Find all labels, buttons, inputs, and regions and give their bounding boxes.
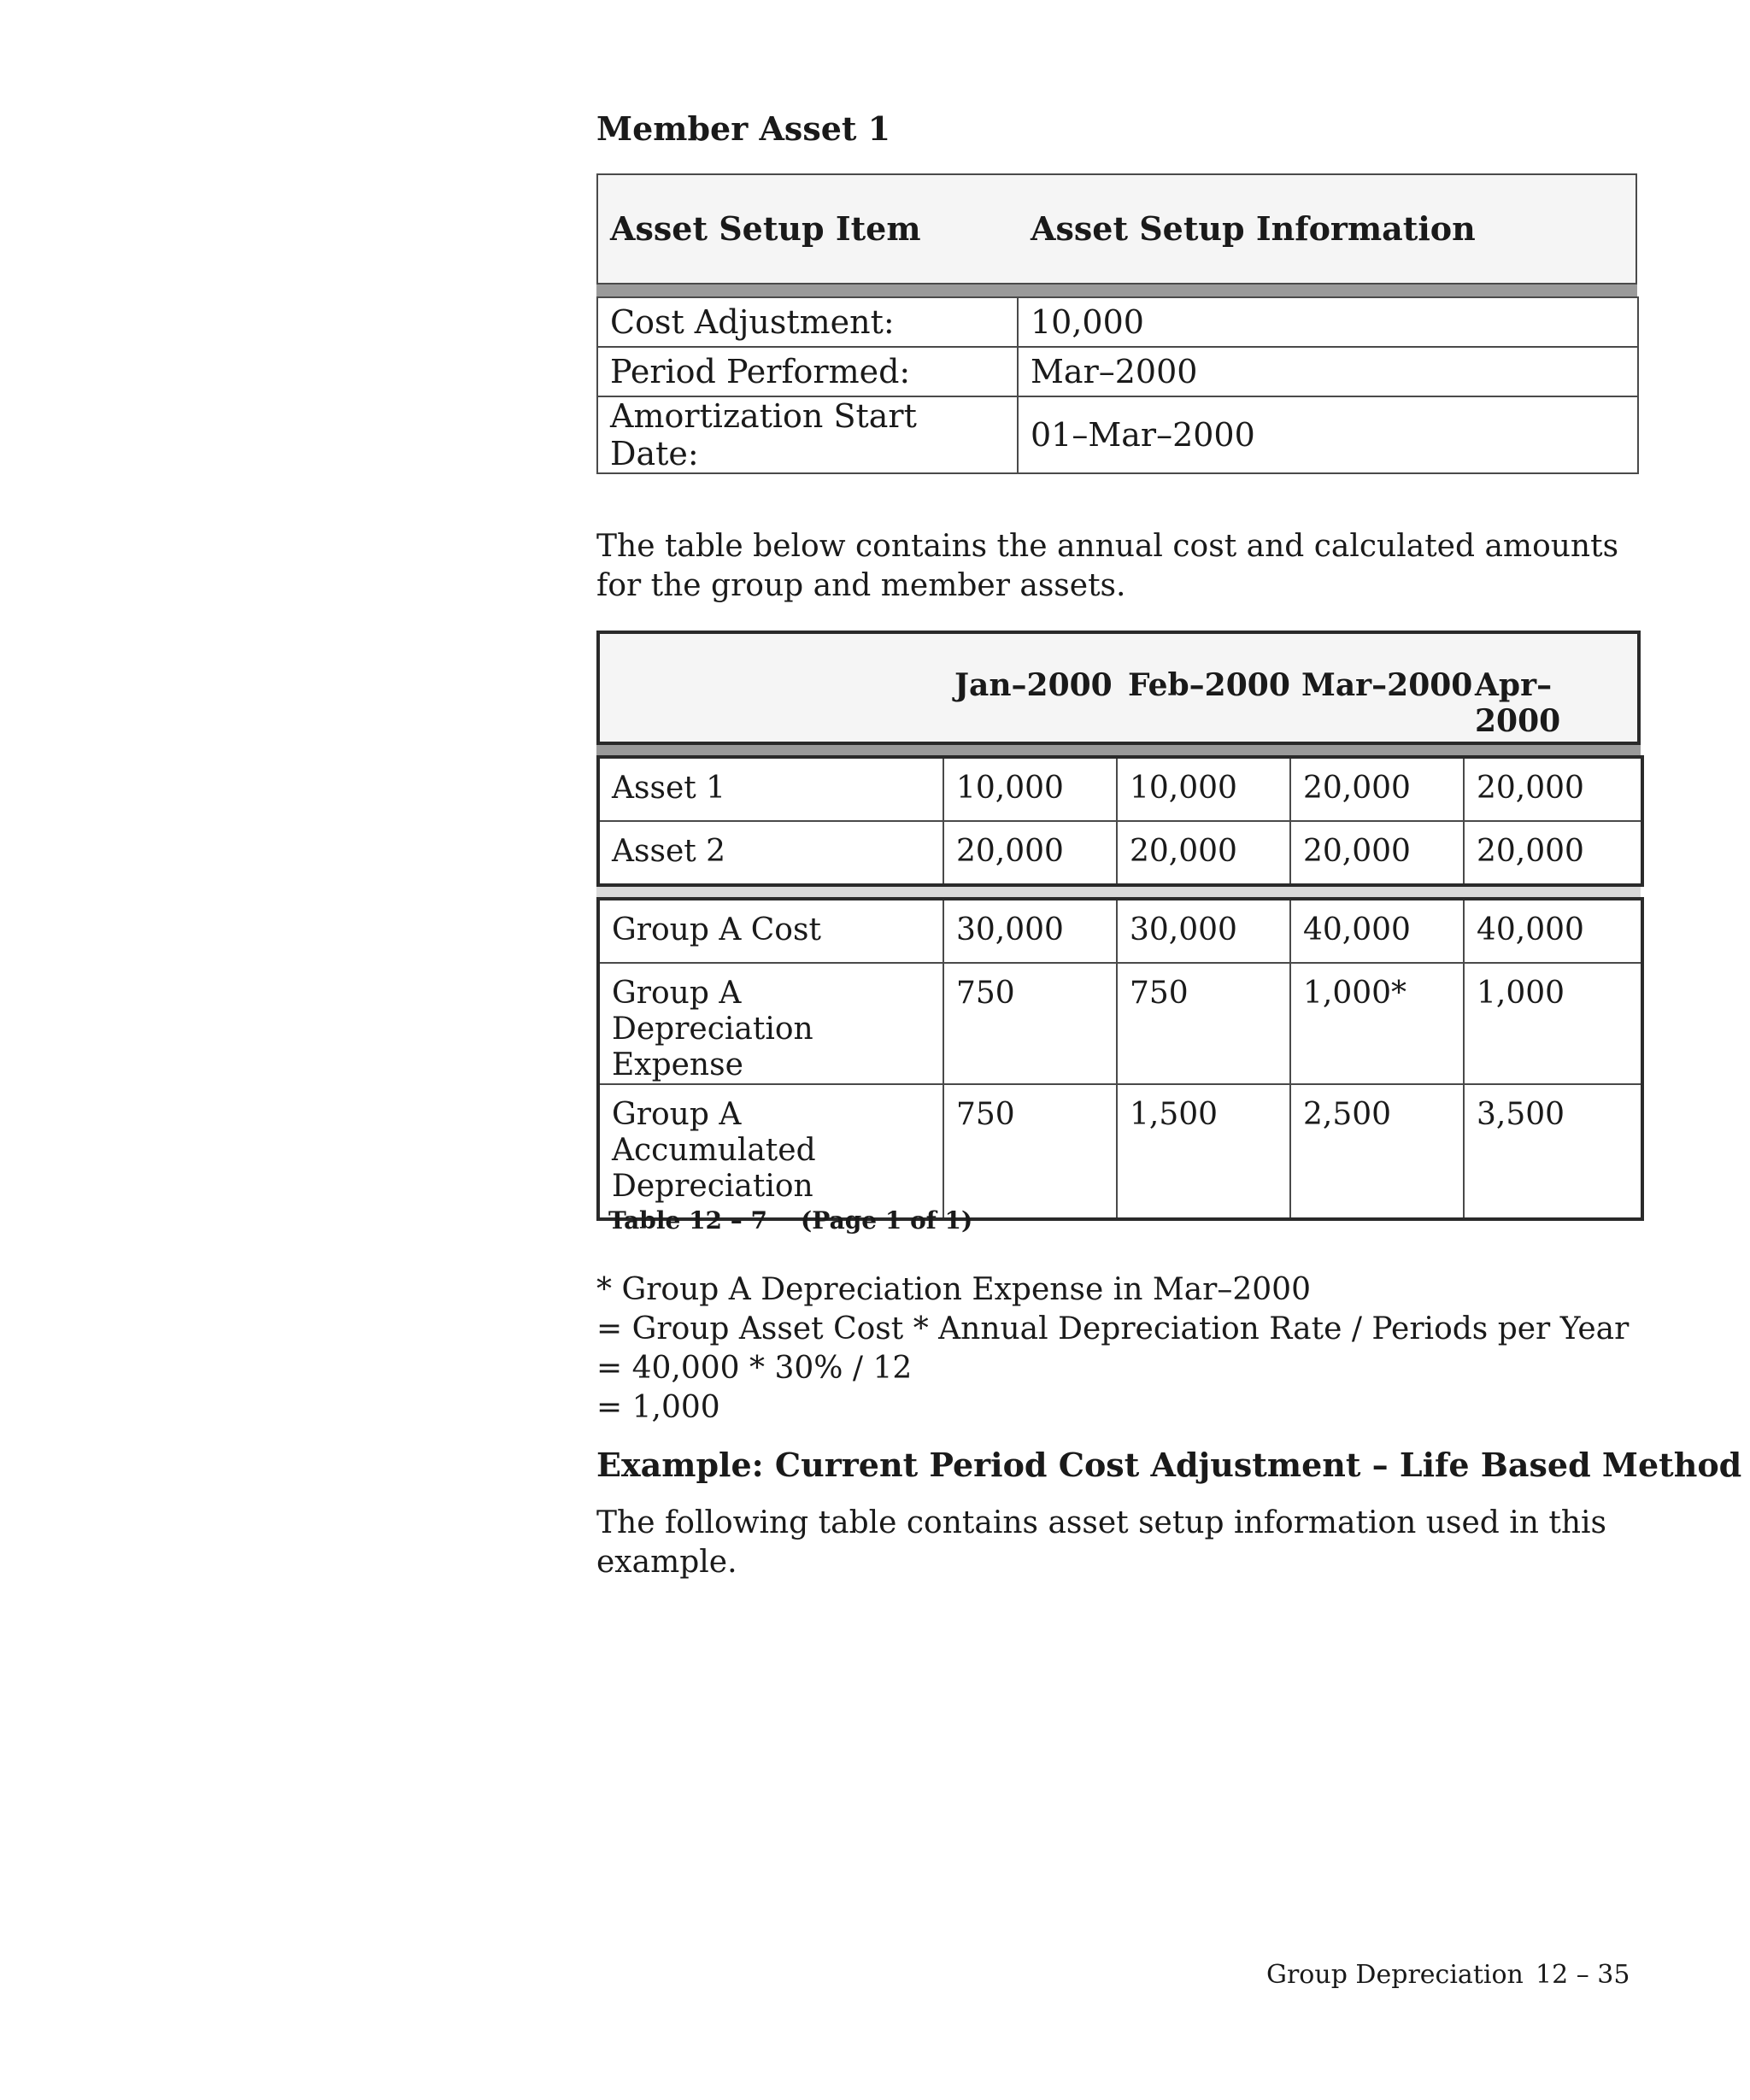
footer-page-number: 12 – 35	[1536, 1960, 1630, 1990]
table-cell: 20,000	[1290, 757, 1464, 821]
amounts-header-shade	[596, 745, 1641, 755]
column-header-apr: Apr–2000	[1475, 667, 1561, 739]
table-cell: 10,000	[1117, 757, 1290, 821]
table-row	[597, 297, 1638, 347]
calculation-line: * Group A Depreciation Expense in Mar–2000	[596, 1272, 1311, 1307]
row-label: Group A Cost	[598, 899, 943, 963]
table-cell: 3,500	[1464, 1084, 1642, 1219]
table-cell: 750	[943, 963, 1117, 1084]
group-assets-block	[596, 897, 1644, 1221]
row-label: Group A Accumulated Depreciation	[598, 1084, 943, 1219]
table-cell: 20,000	[943, 821, 1117, 885]
table-row	[598, 963, 1642, 1084]
setup-table-body	[596, 296, 1639, 474]
setup-header-shade	[596, 284, 1637, 296]
member-assets-block	[596, 755, 1644, 887]
column-header-jan: Jan–2000	[954, 667, 1113, 703]
setup-col-item-header: Asset Setup Item	[610, 209, 921, 248]
table-cell: 40,000	[1290, 899, 1464, 963]
setup-info-cell: 10,000	[1018, 297, 1638, 347]
group-separator	[596, 887, 1641, 897]
setup-info-cell: Mar–2000	[1018, 347, 1638, 396]
column-header-mar: Mar–2000	[1301, 667, 1473, 703]
table-cell: 30,000	[943, 899, 1117, 963]
example-paragraph: The following table contains asset setup information used in this example.	[596, 1505, 1607, 1580]
table-cell: 1,000*	[1290, 963, 1464, 1084]
table-caption: Table 12 – 7 (Page 1 of 1)	[608, 1206, 973, 1235]
member-asset-heading: Member Asset 1	[596, 109, 891, 148]
table-cell: 1,500	[1117, 1084, 1290, 1219]
table-cell: 750	[943, 1084, 1117, 1219]
table-cell: 40,000	[1464, 899, 1642, 963]
calculation-block	[596, 1270, 1629, 1428]
table-row	[597, 347, 1638, 396]
setup-item-cell: Period Performed:	[597, 347, 1018, 396]
table-row	[598, 899, 1642, 963]
amounts-table-header	[596, 631, 1641, 745]
table-row	[598, 821, 1642, 885]
table-cell: 20,000	[1117, 821, 1290, 885]
setup-col-info-header: Asset Setup Information	[1031, 209, 1476, 248]
calculation-line: = 40,000 * 30% / 12	[596, 1351, 913, 1386]
calculation-line: = 1,000	[596, 1390, 720, 1425]
table-cell: 20,000	[1464, 821, 1642, 885]
row-label: Group A Depreciation Expense	[598, 963, 943, 1084]
table-cell: 10,000	[943, 757, 1117, 821]
amounts-table	[596, 631, 1641, 1221]
row-label: Asset 2	[598, 821, 943, 885]
intro-paragraph: The table below contains the annual cost and calculated amounts for the group and member assets.	[596, 529, 1619, 603]
table-cell: 20,000	[1464, 757, 1642, 821]
column-header-feb: Feb–2000	[1128, 667, 1290, 703]
row-label: Asset 1	[598, 757, 943, 821]
table-row	[598, 757, 1642, 821]
table-row	[598, 1084, 1642, 1219]
setup-table-header	[596, 173, 1637, 284]
asset-setup-table	[596, 173, 1637, 474]
table-cell: 750	[1117, 963, 1290, 1084]
example-heading: Example: Current Period Cost Adjustment – Life Based Method	[596, 1446, 1742, 1484]
calculation-line: = Group Asset Cost * Annual Depreciation Rate / Periods per Year	[596, 1311, 1630, 1346]
setup-item-cell: Amortization Start Date:	[597, 396, 1018, 473]
table-cell: 2,500	[1290, 1084, 1464, 1219]
footer-section-title: Group Depreciation	[1266, 1960, 1524, 1990]
setup-item-cell: Cost Adjustment:	[597, 297, 1018, 347]
setup-info-cell: 01–Mar–2000	[1018, 396, 1638, 473]
table-cell: 1,000	[1464, 963, 1642, 1084]
table-cell: 20,000	[1290, 821, 1464, 885]
table-row	[597, 396, 1638, 473]
table-cell: 30,000	[1117, 899, 1290, 963]
